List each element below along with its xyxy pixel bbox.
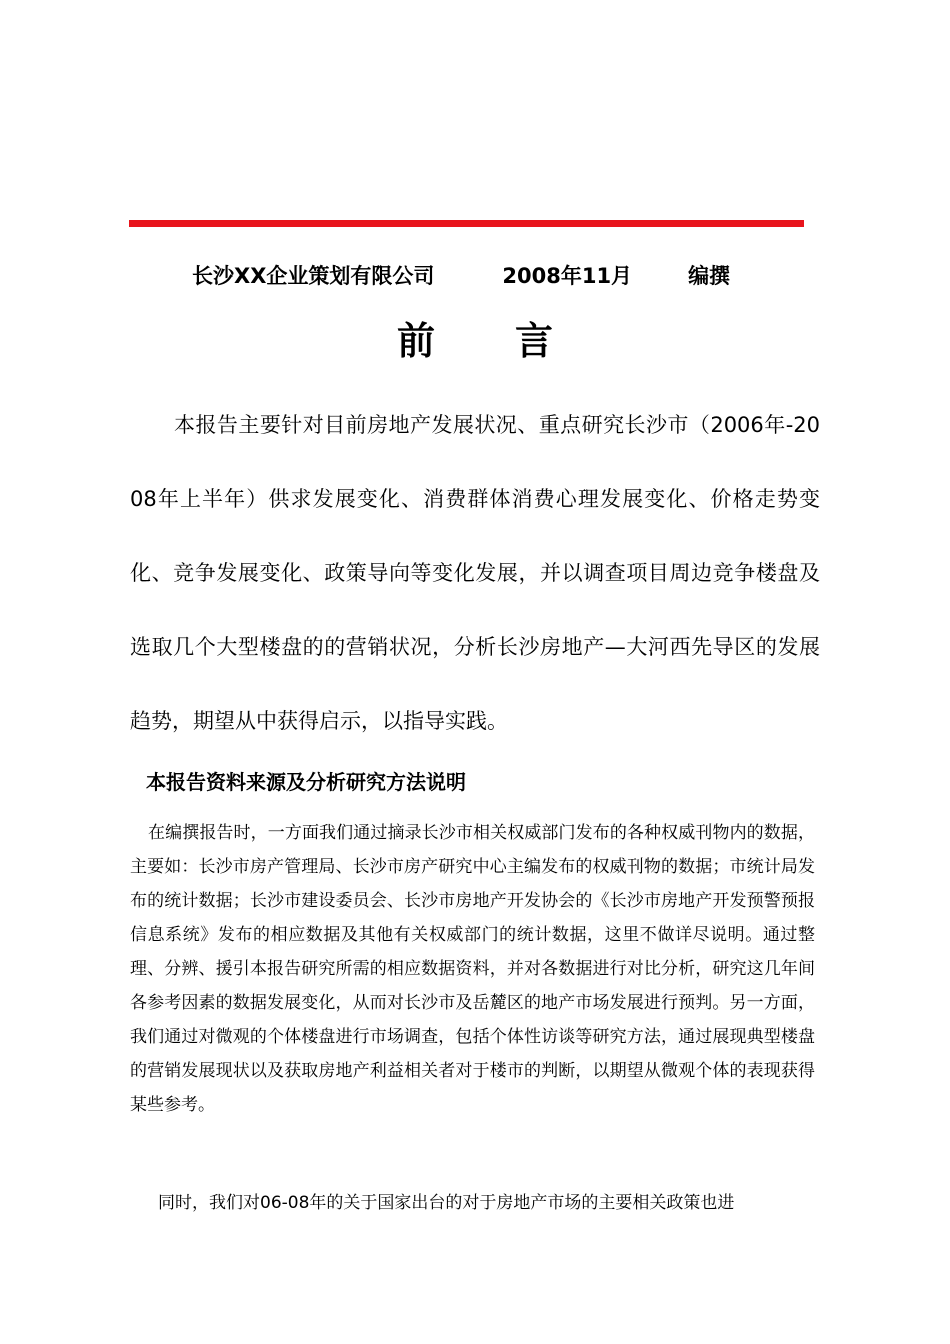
red-divider-rule: [129, 220, 804, 227]
company-name: 长沙XX企业策划有限公司: [192, 264, 435, 288]
lead-paragraph: 本报告主要针对目前房地产发展状况、重点研究长沙市（2006年-2008年上半年）供求发展变化、消费群体消费心理发展变化、价格走势变化、竞争发展变化、政策导向等变化发展，并以调查项目周边竞争楼盘及选取几个大型楼盘的的营销状况，分析长沙房地产—大河西先导区的发展趋势，期望从中获得启示，以指导实践。: [130, 413, 820, 733]
body-paragraph: 同时，我们对06-08年的关于国家出台的对于房地产市场的主要相关政策也进: [158, 1193, 735, 1213]
body-paragraph: 在编撰报告时，一方面我们通过摘录长沙市相关权威部门发布的各种权威刊物内的数据，主要如：长沙市房产管理局、长沙市房产研究中心主编发布的权威刊物的数据；市统计局发布的统计数据；长沙市建设委员会、长沙市房地产开发协会的《长沙市房地产开发预警预报信息系统》发布的相应数据及其他有关权威部门的统计数据，这里不做详尽说明。通过整理、分辨、援引本报告研究所需的相应数据资料，并对各数据进行对比分析，研究这几年间各参考因素的数据发展变化，从而对长沙市及岳麓区的地产市场发展进行预判。另一方面，我们通过对微观的个体楼盘进行市场调查，包括个体性访谈等研究方法，通过展现典型楼盘的营销发展现状以及获取房地产利益相关者对于楼市的判断，以期望从微观个体的表现获得某些参考。: [130, 823, 815, 1115]
byline: [192, 262, 730, 290]
section-heading: 本报告资料来源及分析研究方法说明: [146, 770, 466, 794]
publication-date: 2008年11月: [502, 264, 633, 288]
page-title: 前言: [396, 319, 633, 363]
author-role: 编撰: [688, 264, 731, 288]
